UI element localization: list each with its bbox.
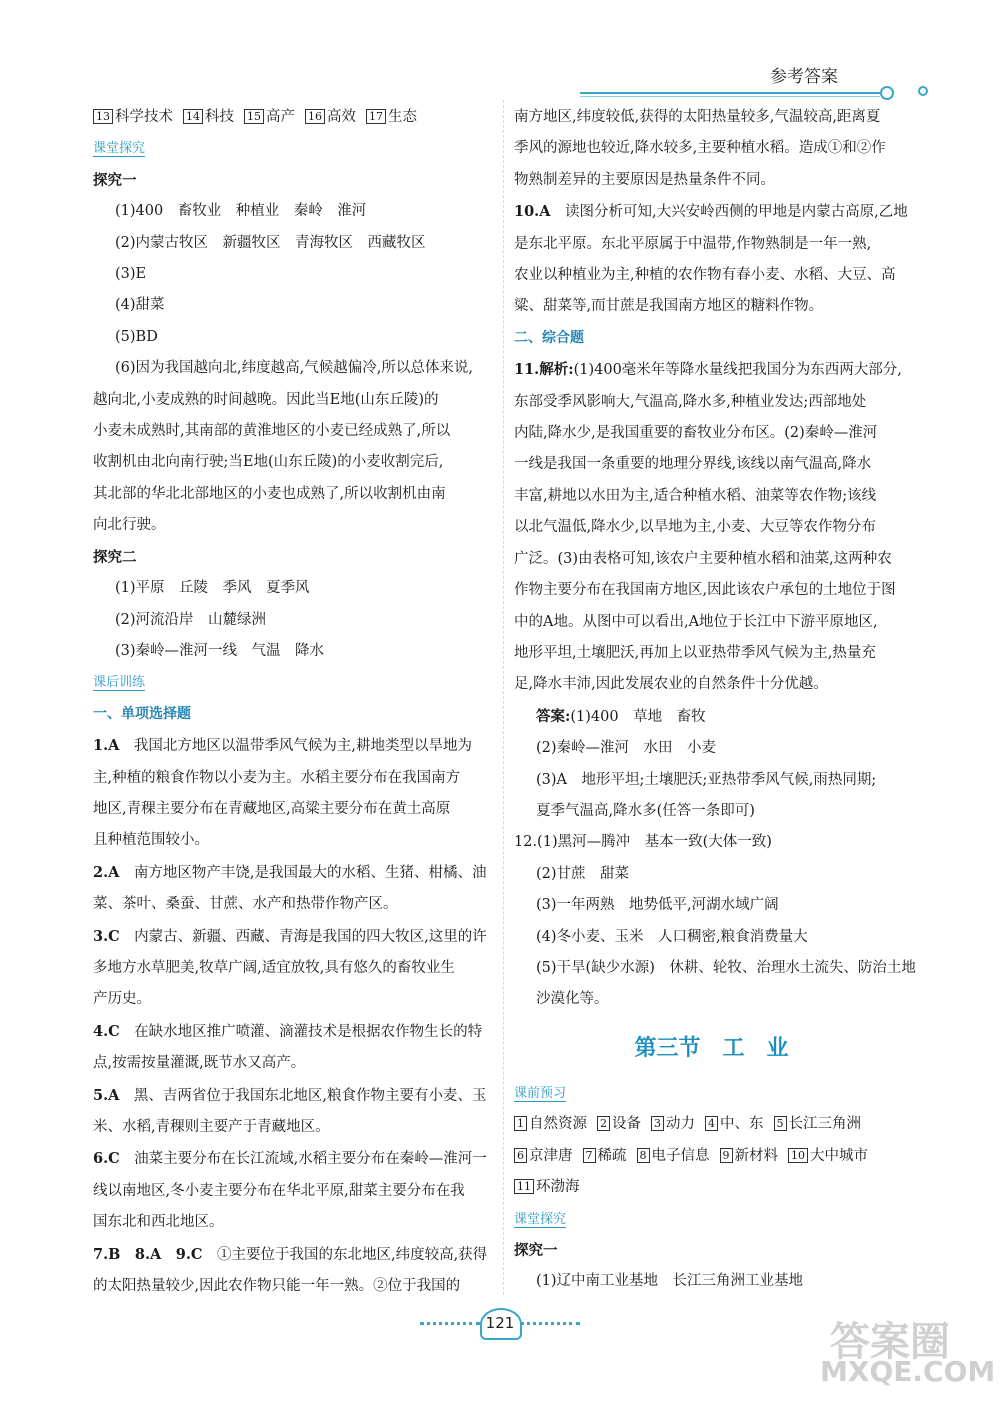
answer-line: (3)秦岭—淮河一线 气温 降水	[115, 642, 325, 659]
text-line: 主,种植的粮食作物以小麦为主。水稻主要分布在我国南方	[93, 769, 461, 786]
answer-line: (1)400 畜牧业 种植业 秦岭 淮河	[115, 203, 367, 220]
blank-number: 14	[183, 109, 203, 124]
answer-line: (3)E	[115, 266, 147, 283]
blank-answer: 中、东	[720, 1116, 764, 1133]
text-line: 作物主要分布在我国南方地区,因此该农户承包的土地位于图	[514, 582, 896, 599]
answer-number: 1.A	[93, 737, 120, 755]
section-label: 课堂探究	[514, 1211, 567, 1227]
watermark-logo: 答案圈	[830, 1319, 950, 1365]
chapter-title: 第三节 工 业	[634, 1035, 789, 1061]
answer-item: 4.C 在缺水地区推广喷灌、滴灌技术是根据农作物生长的特	[93, 1022, 483, 1040]
text-line: 粱、甜菜等,而甘蔗是我国南方地区的糖料作物。	[514, 298, 824, 315]
answer-line: (1)辽中南工业基地 长江三角洲工业基地	[536, 1273, 804, 1290]
header-title: 参考答案	[770, 67, 838, 87]
header-rule-thin	[580, 96, 880, 97]
text-line: 线以南地区,冬小麦主要分布在华北平原,甜菜主要分布在我	[93, 1182, 465, 1199]
answer-number: 4.C	[93, 1022, 120, 1040]
answer-item: 6.C 油菜主要分布在长江流域,水稻主要分布在秦岭—淮河一	[93, 1150, 487, 1168]
blank-number: 16	[305, 109, 325, 124]
answer-number: 11.解析:	[514, 361, 574, 379]
blank-answer: 稀疏	[597, 1147, 627, 1164]
text-line: 收割机由北向南行驶;当E地(山东丘陵)的小麦收割完后,	[93, 454, 444, 471]
answer-line: (1)平原 丘陵 季风 夏季风	[115, 580, 310, 597]
text-line: 一线是我国一条重要的地理分界线,该线以南气温高,降水	[514, 456, 872, 473]
text-line: 地形平坦,土壤肥沃,再加上以亚热带季风气候为主,热量充	[514, 644, 876, 661]
subheading: 探究二	[93, 548, 137, 566]
page-number-text: 121	[485, 1314, 515, 1332]
answer-item: 11.解析:(1)400毫米年等降水量线把我国分为东西两大部分,	[514, 361, 902, 379]
section-label: 课前预习	[514, 1086, 567, 1101]
text-line: 以北气温低,降水少,以旱地为主,小麦、大豆等农作物分布	[514, 519, 876, 536]
answer-item: 1.A 我国北方地区以温带季风气候为主,耕地类型以旱地为	[93, 737, 472, 755]
text-line: 物熟制差异的主要原因是热量条件不同。	[514, 171, 775, 188]
right-column-lower	[514, 1078, 909, 1298]
blank-number: 7	[583, 1148, 596, 1163]
blank-answer: 高效	[327, 109, 356, 125]
text-line: 季风的源地也较近,降水较多,主要种植水稻。造成①和②作	[514, 140, 886, 157]
page-dots-right	[520, 1322, 580, 1325]
text-line: 产历史。	[93, 991, 151, 1008]
numbered-blanks	[93, 102, 493, 133]
answer-line: (2)内蒙古牧区 新疆牧区 青海牧区 西藏牧区	[115, 234, 426, 251]
subheading: 探究一	[93, 171, 137, 189]
blank-answer: 电子信息	[651, 1147, 710, 1164]
left-column	[93, 102, 493, 1302]
blank-answer: 大中城市	[810, 1147, 868, 1164]
answer-number: 2.A	[93, 863, 120, 881]
watermark-url: MXQE.COM	[820, 1355, 996, 1388]
text-line: 南方地区,纬度较低,获得的太阳热量较多,气温较高,距离夏	[514, 109, 881, 125]
blank-number: 9	[720, 1148, 733, 1163]
text-line: 越向北,小麦成熟的时间越晚。因此当E地(山东丘陵)的	[93, 391, 439, 408]
blank-answer: 长江三角洲	[788, 1116, 861, 1133]
answer-number: 6.C	[93, 1150, 120, 1168]
blank-number: 11	[514, 1179, 534, 1194]
answer-line: (4)甜菜	[115, 297, 165, 314]
blank-number: 15	[244, 109, 264, 124]
answer-item: 2.A 南方地区物产丰饶,是我国最大的水稻、生猪、柑橘、油	[93, 863, 487, 881]
answer-item: 答案:(1)400 草地 畜牧	[536, 707, 706, 725]
text-line: 向北行驶。	[93, 517, 166, 534]
text-line: 国东北和西北地区。	[93, 1214, 224, 1231]
blank-number: 13	[93, 109, 113, 124]
blank-answer: 科技	[205, 109, 234, 125]
blank-answer: 自然资源	[529, 1116, 587, 1133]
text-line: 丰富,耕地以水田为主,适合种植水稻、油菜等农作物;该线	[514, 487, 877, 504]
text-line: 米、水稻,青稞则主要产于青藏地区。	[93, 1119, 330, 1135]
blank-number: 8	[637, 1148, 650, 1163]
answer-line: (4)冬小麦、玉米 人口稠密,粮食消费量大	[536, 928, 808, 945]
answer-item: 5.A 黑、吉两省位于我国东北地区,粮食作物主要有小麦、玉	[93, 1086, 487, 1104]
header-dot-icon	[880, 86, 894, 100]
page-number	[480, 1308, 520, 1338]
answer-item: 7.B 8.A 9.C ①主要位于我国的东北地区,纬度较高,获得	[93, 1245, 488, 1263]
blank-answer: 动力	[666, 1116, 695, 1133]
question-section-heading: 一、单项选择题	[93, 705, 191, 722]
blank-number: 6	[514, 1148, 527, 1163]
text-line: 菜、茶叶、桑蚕、甘蔗、水产和热带作物产区。	[93, 896, 398, 913]
blank-answer: 设备	[612, 1116, 641, 1133]
blank-answer: 科学技术	[115, 109, 173, 125]
answer-line: (6)因为我国越向北,纬度越高,气候越偏冷,所以总体来说,	[115, 360, 473, 377]
blank-answer: 环渤海	[536, 1179, 580, 1196]
numbered-blanks	[514, 1141, 909, 1172]
answer-number: 7.B 8.A 9.C	[93, 1245, 203, 1263]
blank-number: 5	[774, 1116, 787, 1131]
blank-number: 2	[597, 1116, 610, 1131]
blank-number: 3	[651, 1116, 664, 1131]
blank-number: 17	[366, 109, 386, 124]
text-line: 是东北平原。东北平原属于中温带,作物熟制是一年一熟,	[514, 235, 872, 252]
text-line: 内陆,降水少,是我国重要的畜牧业分布区。(2)秦岭—淮河	[514, 425, 878, 442]
answer-line: (3)A 地形平坦;土壤肥沃;亚热带季风气候,雨热同期;	[536, 771, 877, 788]
numbered-blanks	[514, 1109, 909, 1140]
answer-line: (5)干旱(缺少水源) 休耕、轮牧、治理水土流失、防治土地	[536, 959, 916, 976]
subheading: 探究一	[514, 1242, 558, 1260]
answer-line: (2)秦岭—淮河 水田 小麦	[536, 740, 717, 757]
answer-number: 10.A	[514, 203, 551, 221]
question-section-heading: 二、综合题	[514, 329, 584, 346]
answer-item: 10.A 读图分析可知,大兴安岭西侧的甲地是内蒙古高原,乙地	[514, 203, 908, 221]
section-label: 课后训练	[93, 675, 146, 691]
right-column	[514, 102, 916, 1016]
text-line: 多地方水草肥美,牧草广阔,适宜放牧,具有悠久的畜牧业生	[93, 959, 455, 976]
text-line: 点,按需按量灌溉,既节水又高产。	[93, 1055, 306, 1072]
answer-number: 3.C	[93, 927, 120, 945]
blank-answer: 生态	[388, 109, 417, 125]
blank-number: 10	[788, 1148, 808, 1163]
page-dots-left	[420, 1322, 480, 1325]
blank-answer: 新材料	[734, 1147, 778, 1164]
blank-answer: 高产	[266, 109, 295, 125]
text-line: 农业以种植业为主,种植的农作物有春小麦、水稻、大豆、高	[514, 267, 896, 284]
answer-item: 3.C 内蒙古、新疆、西藏、青海是我国的四大牧区,这里的许	[93, 927, 487, 945]
text-line: 小麦未成熟时,其南部的黄淮地区的小麦已经成熟了,所以	[93, 423, 451, 440]
text-line: 且种植范围较小。	[93, 832, 209, 849]
text-line: 地区,青稞主要分布在青藏地区,高粱主要分布在黄土高原	[93, 800, 451, 817]
answer-number: 答案:	[536, 707, 571, 725]
answer-line: (2)河流沿岸 山麓绿洲	[115, 611, 267, 628]
answer-line: (3)一年两熟 地势低平,河湖水域广阔	[536, 897, 779, 914]
column-divider	[503, 100, 504, 1295]
text-line: 的太阳热量较少,因此农作物只能一年一熟。②位于我国的	[93, 1278, 461, 1295]
answer-line: 夏季气温高,降水多(任答一条即可)	[536, 802, 755, 819]
section-label: 课堂探究	[93, 141, 146, 157]
answer-line: 沙漠化等。	[536, 991, 609, 1008]
answer-line: (2)甘蔗 甜菜	[536, 865, 630, 882]
blank-number: 4	[705, 1116, 718, 1131]
header-dot-small-icon	[918, 86, 928, 96]
text-line: 中的A地。从图中可以看出,A地位于长江中下游平原地区,	[514, 613, 878, 630]
text-line: 其北部的华北北部地区的小麦也成熟了,所以收割机由南	[93, 485, 446, 502]
text-line: 12.(1)黑河—腾冲 基本一致(大体一致)	[514, 834, 772, 851]
numbered-blanks	[514, 1172, 909, 1203]
text-line: 足,降水丰沛,因此发展农业的自然条件十分优越。	[514, 676, 828, 693]
blank-number: 1	[514, 1116, 527, 1131]
text-line: 广泛。(3)由表格可知,该农户主要种植水稻和油菜,这两种农	[514, 550, 892, 567]
answer-number: 5.A	[93, 1086, 120, 1104]
blank-answer: 京津唐	[529, 1147, 573, 1164]
text-line: 东部受季风影响大,气温高,降水多,种植业发达;西部地处	[514, 393, 867, 410]
answer-line: (5)BD	[115, 328, 158, 345]
header-rule	[580, 92, 890, 94]
